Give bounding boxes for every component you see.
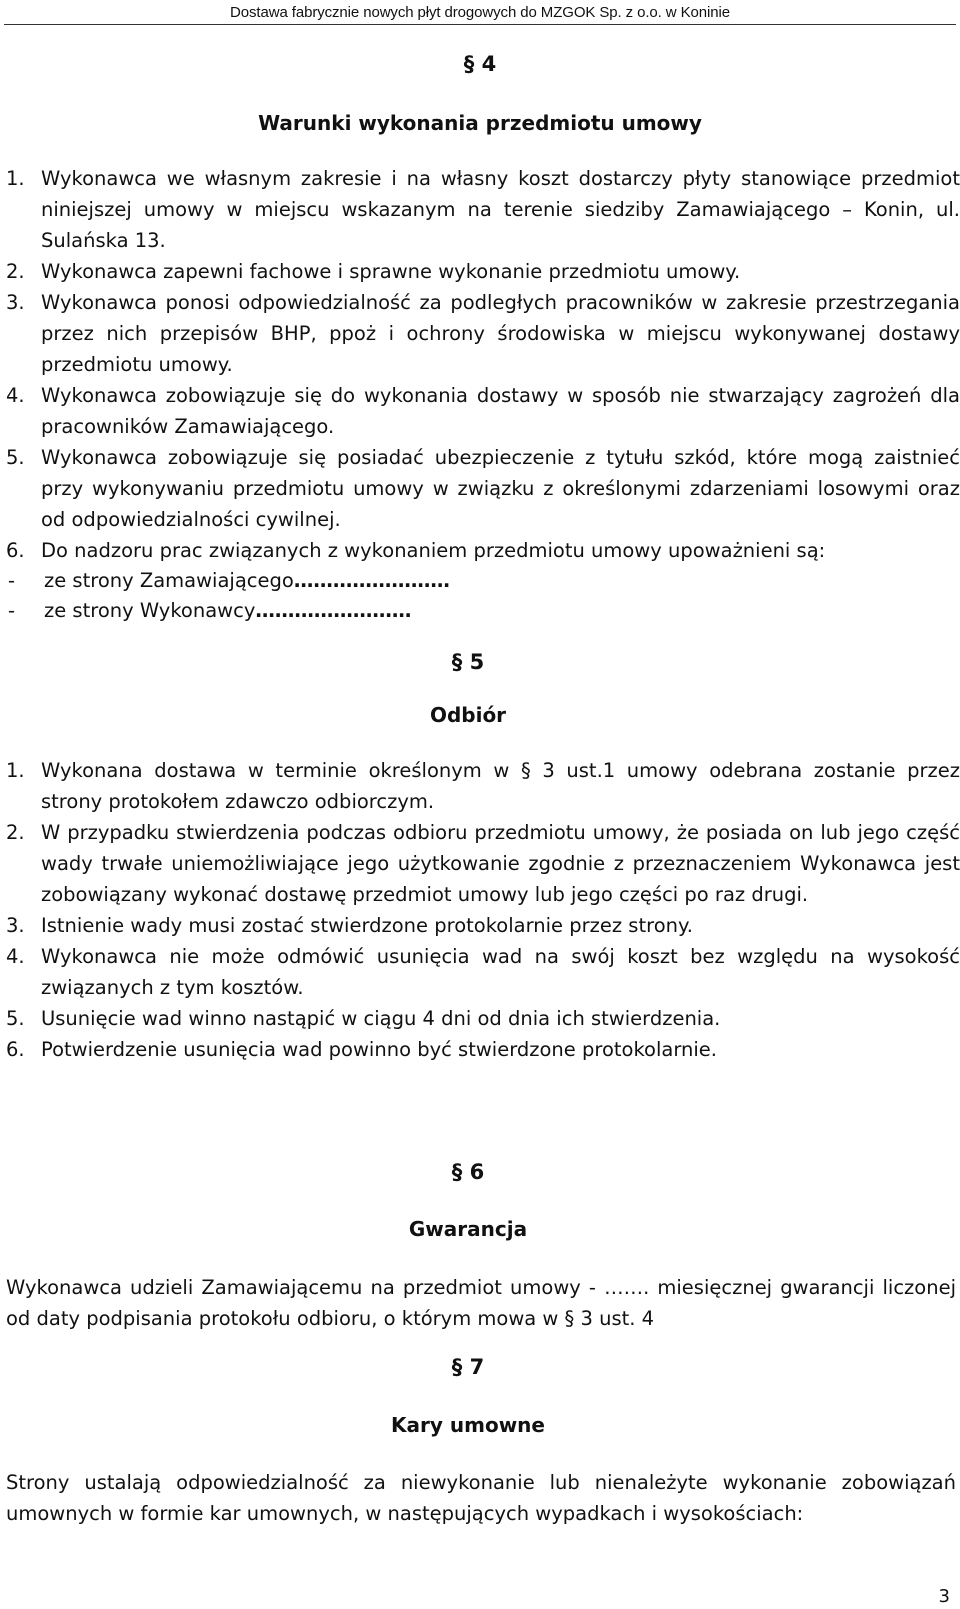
section-5-list [6,755,960,1065]
list-item-text: Usunięcie wad winno nastąpić w ciągu 4 dni od dnia ich stwierdzenia. [41,1007,721,1030]
list-item-text: Istnienie wady musi zostać stwierdzone protokolarnie przez strony. [41,914,693,937]
list-item-number: 4. [6,384,25,407]
list-item-text: Do nadzoru prac związanych z wykonaniem przedmiotu umowy upoważnieni są: [41,539,826,562]
list-item-number: 5. [6,446,25,469]
list-item-number: 6. [6,539,25,562]
list-item-number: 1. [6,167,25,190]
list-item-number: 1. [6,759,25,782]
list-item [6,941,960,1003]
list-item-text: Wykonawca zapewni fachowe i sprawne wykonanie przedmiotu umowy. [41,260,741,283]
list-item-number: 2. [6,821,25,844]
list-item-text: Wykonana dostawa w terminie określonym w § 3 ust.1 umowy odebrana zostanie przez strony protokołem zdawczo odbiorczym. [41,759,960,813]
list-item [6,910,960,941]
list-item-number: 4. [6,945,25,968]
page-header: Dostawa fabrycznie nowych płyt drogowych do MZGOK Sp. z o.o. w Koninie [230,4,730,21]
dash-item [6,596,960,626]
list-item [6,163,960,256]
list-item-text: Wykonawca zobowiązuje się posiadać ubezpieczenie z tytułu szkód, które mogą zaistnieć przy wykonywaniu przedmiotu umowy w związku z określonymi zdarzeniami losowymi oraz od odpowiedzialności cywilnej. [41,446,960,531]
list-item [6,287,960,380]
list-item-text: Wykonawca nie może odmówić usunięcia wad na swój koszt bez względu na wysokość związanych z tym kosztów. [41,945,960,999]
list-item-text: W przypadku stwierdzenia podczas odbioru przedmiotu umowy, że posiada on lub jego część wady trwałe uniemożliwiające jego użytkowanie zgodnie z przeznaczeniem Wykonawca jest zobowiązany wykonać dostawę przedmiot umowy lub jego części po raz drugi. [41,821,960,906]
list-item [6,817,960,910]
dash-item-text: ze strony Wykonawcy [44,599,256,622]
list-item-text: Wykonawca zobowiązuje się do wykonania dostawy w sposób nie stwarzający zagrożeń dla pracowników Zamawiającego. [41,384,960,438]
section-5-sign: § 5 [451,650,485,674]
list-item-number: 3. [6,914,25,937]
list-item-number: 5. [6,1007,25,1030]
section-4-list [6,163,960,626]
dash-item [6,566,960,596]
list-item-number: 6. [6,1038,25,1061]
list-item [6,755,960,817]
list-item [6,1034,960,1065]
list-item-text: Potwierdzenie usunięcia wad powinno być stwierdzone protokolarnie. [41,1038,717,1061]
section-7-paragraph: Strony ustalają odpowiedzialność za niewykonanie lub nienależyte wykonanie zobowiązań umownych w formie kar umownych, w następujących wypadkach i wysokościach: [6,1471,956,1525]
header-rule [4,24,956,25]
dash-marker: - [8,569,16,592]
section-6-sign: § 6 [451,1160,485,1184]
section-4-title: Warunki wykonania przedmiotu umowy [258,111,702,135]
list-item [6,380,960,442]
list-item [6,256,960,287]
list-item-number: 3. [6,291,25,314]
section-5-title: Odbiór [429,703,507,727]
section-7-title: Kary umowne [391,1413,545,1437]
fill-in-dots: …………………… [293,569,450,592]
list-item-text: Wykonawca ponosi odpowiedzialność za podległych pracowników w zakresie przestrzegania przez nich przepisów BHP, ppoż i ochrony środowiska w miejscu wykonywanej dostawy przedmiotu umowy. [41,291,960,376]
dash-marker: - [8,599,16,622]
dash-item-text: ze strony Zamawiającego [44,569,294,592]
list-item-text: Wykonawca we własnym zakresie i na własny koszt dostarczy płyty stanowiące przedmiot niniejszej umowy w miejscu wskazanym na terenie siedziby Zamawiającego – Konin, ul. Sulańska 13. [41,167,960,252]
list-item [6,1003,960,1034]
list-item-number: 2. [6,260,25,283]
list-item [6,442,960,535]
section-6-title: Gwarancja [408,1217,528,1241]
section-4-sign: § 4 [463,52,497,76]
fill-in-dots: …………………… [255,599,412,622]
list-item [6,535,960,566]
section-7-sign: § 7 [451,1355,485,1379]
page-number: 3 [938,1586,950,1607]
section-6-paragraph: Wykonawca udzieli Zamawiającemu na przedmiot umowy - ……. miesięcznej gwarancji liczonej od daty podpisania protokołu odbioru, o którym mowa w § 3 ust. 4 [6,1276,956,1330]
